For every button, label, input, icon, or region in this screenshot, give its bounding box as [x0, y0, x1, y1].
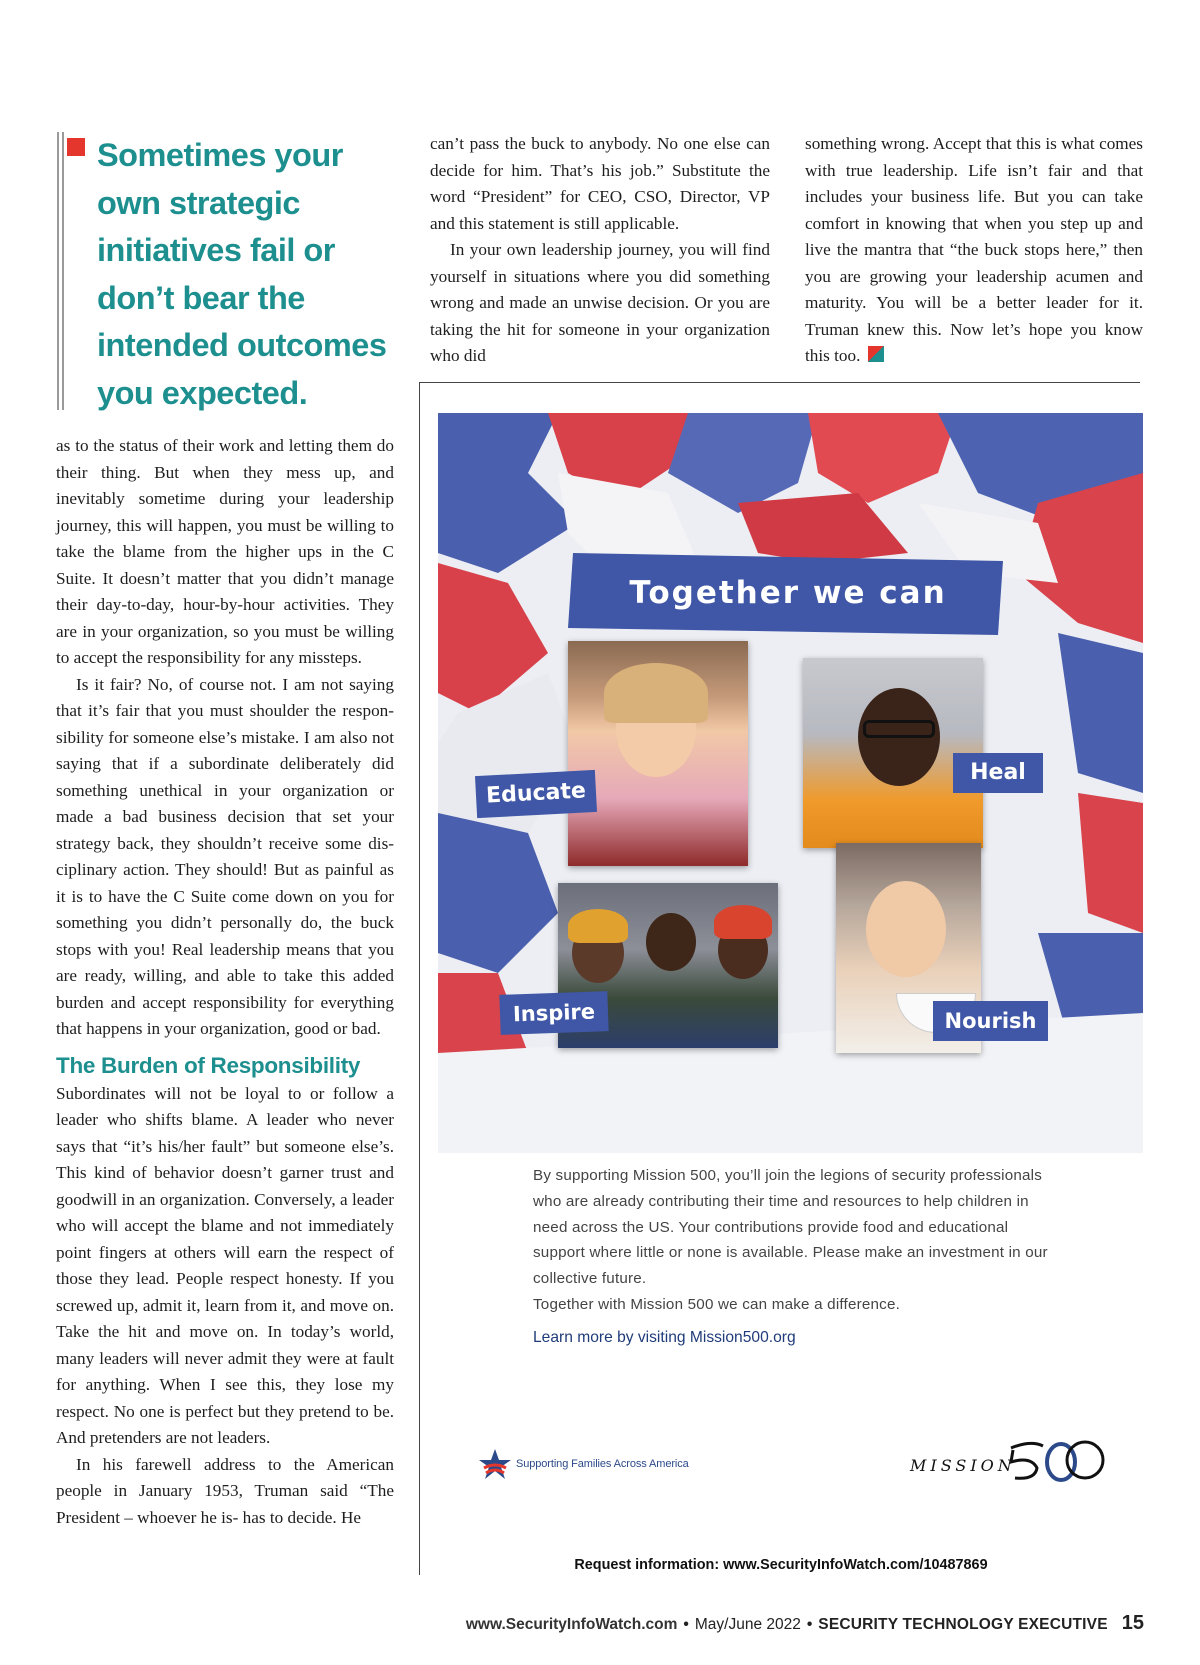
ad-body: [533, 1163, 1053, 1318]
article-paragraph: Is it fair? No, of course not. I am not saying that it’s fair that you must shoulder the responsibility for someone else’s mistake. I am also not saying that if a subordinate deliberately did something unethical in your organization or made a bad business decision that set your strategy back, they shouldn’t receive some disciplinary action. They should! But as painful as it is to have the C Suite come down on you for something you didn’t personally do, the buck stops with you! Real leadership means that you are ready, willing, and able to take this added burden and accept responsibility for everything that happens in your organization, good or bad.: [56, 674, 394, 1038]
ad-border-left: [419, 382, 420, 1575]
request-information: Request information: www.SecurityInfoWatch.com/10487869: [574, 1557, 988, 1573]
tag-nourish: Nourish: [933, 1001, 1048, 1041]
mission500-logo-mark: [1001, 1438, 1111, 1484]
pull-quote: [57, 132, 387, 410]
photo-little-girl-face: [866, 881, 946, 977]
photo-child-2: [646, 913, 696, 971]
photo-boy-glasses: [863, 720, 935, 738]
end-of-article-icon: [868, 346, 884, 362]
article-paragraph: In his farewell address to the American people in January 1953, Truman said “The President – whoever he is- has to decide. He: [56, 1454, 394, 1527]
star-flag-icon: [478, 1448, 512, 1480]
ad-headline: Together we can: [629, 575, 947, 611]
mission500-link[interactable]: Learn more by visiting Mission500.org: [533, 1329, 796, 1346]
section-heading: The Burden of Responsibility: [56, 1052, 361, 1078]
page-footer: [466, 1612, 1144, 1635]
pull-quote-rule: [57, 132, 64, 410]
photo-child-1-hat: [568, 909, 628, 943]
ad-body-text: By supporting Mission 500, you’ll join the legions of security professionals who are already contributing their time and resources to help children in need across the US. Your contributions provide food and educational support where little or none is available. Please make an investment in our collective future.: [533, 1167, 1048, 1288]
footer-magazine: SECURITY TECHNOLOGY EXECUTIVE: [818, 1616, 1108, 1633]
footer-separator: •: [806, 1616, 813, 1633]
article-paragraph: [805, 131, 1143, 370]
ad-body-closing: Together with Mission 500 we can make a difference.: [533, 1295, 901, 1313]
pull-quote-marker: [67, 138, 85, 156]
page-number: 15: [1121, 1612, 1144, 1634]
footer-website: www.SecurityInfoWatch.com: [465, 1616, 678, 1633]
supporting-families-logo: [478, 1447, 689, 1481]
tag-educate: Educate: [475, 770, 597, 818]
footer-separator: •: [683, 1616, 689, 1633]
tag-inspire: Inspire: [499, 991, 608, 1035]
tag-heal: Heal: [953, 753, 1043, 793]
article-column-right: [805, 131, 1143, 370]
article-paragraph: In your own leadership journey, you will find yourself in situations where you did something wrong and made an unwise decision. Or you are taking the hit for someone in your organization who did: [430, 240, 770, 365]
ad-border-top: [419, 382, 1140, 383]
supporting-families-text: Supporting Families Across America: [516, 1458, 689, 1470]
mission500-logo: [906, 1436, 1106, 1486]
article-paragraph: can’t pass the buck to anybody. No one else can decide for him. That’s his job.” Substitute the word “President” for CEO, CSO, Director, VP and this statement is still applicable.: [430, 134, 770, 233]
article-column-left: [56, 433, 394, 1531]
mission500-logo-text: MISSION: [910, 1456, 1016, 1475]
article-paragraph: as to the status of their work and letting them do their thing. But when they mess up, and inevitably sometime during your leadership journey, this will happen, you must be willing to take the blame from the higher ups in the C Suite. It doesn’t matter that you didn’t manage their day-to-day, hour-by-hour activities. They are in your organization, so you must be willing to accept the responsibility for any missteps.: [56, 436, 394, 667]
ad-collage: [438, 413, 1143, 1153]
pull-quote-text: Sometimes your own strategic initiatives fail or don’t bear the intended outcomes you expected.: [97, 137, 387, 411]
photo-girl-hair: [604, 663, 708, 723]
article-paragraph-text: something wrong. Accept that this is what comes with true leadership. Life isn’t fair and that includes your business life. But you can take comfort in knowing that when you step up and live the mantra that “the buck stops here,” then you are growing your leadership acumen and maturity. You will be a better leader for it. Truman knew this. Now let’s hope you know this too.: [805, 134, 1143, 365]
footer-issue: May/June 2022: [694, 1616, 801, 1633]
photo-girl: [568, 641, 748, 866]
photo-child-3-hat: [714, 905, 772, 939]
article-column-middle: [430, 131, 770, 370]
article-paragraph: Subordinates will not be loyal to or follow a leader who shifts blame. A leader who never says that “it’s his/her fault” but someone else’s. This kind of behavior doesn’t garner trust and goodwill in an organization. Conversely, a leader who will accept the blame and not immediately point fingers at others will earn the respect of those they lead. People respect honesty. If you screwed up, admit it, learn from it, and move on. Take the hit and move on. In today’s world, many leaders will never admit they were at fault for anything. When I see this, they lose my respect. No one is perfect but they pretend to be. And pretenders are not leaders.: [56, 1083, 394, 1447]
